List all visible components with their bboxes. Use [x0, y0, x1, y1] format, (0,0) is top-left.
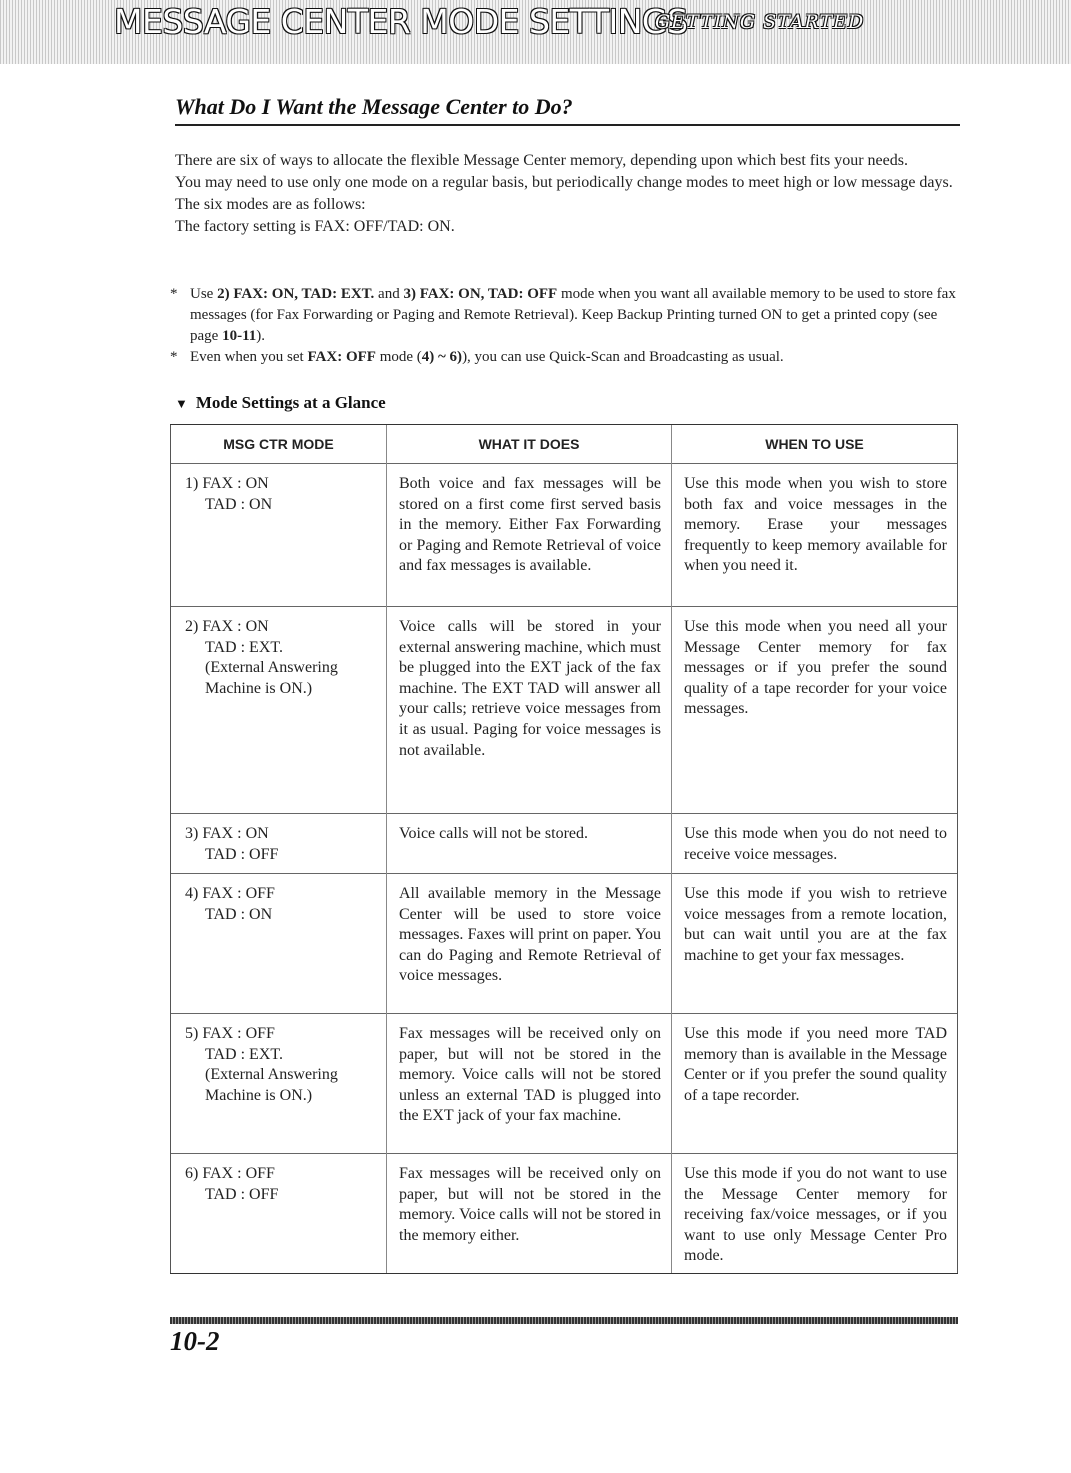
table-row — [171, 1154, 958, 1274]
intro-paragraph: The factory setting is FAX: OFF/TAD: ON. — [175, 218, 455, 235]
header-banner — [0, 0, 1071, 64]
intro-text — [175, 150, 965, 238]
table-row — [171, 874, 958, 1014]
does-cell: Fax messages will be received only on paper, but will not be stored in the memory. Voice calls will not be stored unless an external TAD is plugged into the EXT jack of your fax machine. — [387, 1014, 672, 1154]
table-row — [171, 814, 958, 874]
asterisk-icon: * — [170, 349, 178, 365]
mode-label: TAD : ON — [205, 495, 273, 513]
mode-label: TAD : OFF — [205, 845, 279, 863]
mode-label: 5) FAX : OFF — [185, 1025, 275, 1042]
table-row — [171, 464, 958, 607]
mode-label: 1) FAX : ON — [185, 475, 269, 492]
mode-label: TAD : EXT. — [205, 1045, 283, 1063]
note-bold: FAX: OFF — [307, 349, 376, 365]
table-row — [171, 1014, 958, 1154]
note-text: Even when you set — [190, 349, 308, 365]
note-text: ), you can use Quick-Scan and Broadcasting as usual. — [462, 349, 784, 365]
mode-cell — [171, 464, 387, 607]
when-cell: Use this mode if you wish to retrieve voice messages from a remote location, but can wait until you are at the fax machine to get your fax messages. — [672, 874, 958, 1014]
section-title: What Do I Want the Message Center to Do? — [175, 94, 960, 126]
column-header-mode: MSG CTR MODE — [171, 425, 387, 464]
mode-label: TAD : ON — [205, 905, 273, 923]
mode-cell — [171, 607, 387, 814]
table-row — [171, 607, 958, 814]
note-text: ). — [256, 328, 265, 344]
note-item — [168, 347, 968, 368]
does-cell: Fax messages will be received only on paper, but will not be stored in the memory. Voice calls will not be stored in the memory either. — [387, 1154, 672, 1274]
note-bold: 4) ~ 6) — [421, 349, 463, 365]
note-bold: 3) FAX: ON, TAD: OFF — [403, 286, 558, 302]
note-text: and — [374, 286, 404, 302]
does-cell: Voice calls will not be stored. — [387, 814, 672, 874]
does-cell: All available memory in the Message Center will be used to store voice messages. Faxes will print on paper. You can do Paging and Remote Retrieval of voice messages. — [387, 874, 672, 1014]
column-header-when: WHEN TO USE — [672, 425, 958, 464]
mode-cell — [171, 1014, 387, 1154]
when-cell: Use this mode when you need all your Message Center memory for fax messages or if you prefer the sound quality of a tape recorder for your voice messages. — [672, 607, 958, 814]
note-text: mode ( — [375, 349, 422, 365]
intro-paragraph: There are six of ways to allocate the flexible Message Center memory, depending upon which best fits your needs. — [175, 152, 908, 169]
mode-label: TAD : EXT. — [205, 638, 283, 656]
note-item — [168, 284, 968, 347]
mode-label: 2) FAX : ON — [185, 618, 269, 635]
when-cell: Use this mode if you need more TAD memory than is available in the Message Center or if you prefer the sound quality of a tape recorder. — [672, 1014, 958, 1154]
note-text: Use — [190, 286, 218, 302]
mode-label: (External Answering — [205, 1066, 338, 1084]
glance-title: Mode Settings at a Glance — [195, 393, 386, 412]
table-header-row — [171, 425, 958, 464]
chapter-subtitle: GETTING STARTED — [655, 11, 865, 33]
note-text: mode when you want all available memory to be used to store fax messages (for Fax Forwarding or Paging and Remote Retrieval). Keep Backup Printing turned ON to get a printed copy (see page — [190, 286, 956, 344]
notes — [168, 284, 968, 368]
page-number: 10-2 — [170, 1326, 220, 1356]
when-cell: Use this mode when you do not need to receive voice messages. — [672, 814, 958, 874]
mode-label: 3) FAX : ON — [185, 825, 269, 842]
mode-cell — [171, 1154, 387, 1274]
when-cell: Use this mode if you do not want to use the Message Center memory for receiving fax/voice messages, or if you want to use only Message Center Pro mode. — [672, 1154, 958, 1274]
does-cell: Both voice and fax messages will be stored on a first come first served basis in the memory. Either Fax Forwarding or Paging and Remote Retrieval of voice and fax messages is available. — [387, 464, 672, 607]
column-header-does: WHAT IT DOES — [387, 425, 672, 464]
footer-rule — [170, 1317, 958, 1324]
mode-label: 4) FAX : OFF — [185, 885, 275, 902]
mode-label: 6) FAX : OFF — [185, 1165, 275, 1182]
intro-paragraph: You may need to use only one mode on a regular basis, but periodically change modes to meet high or low message days. The six modes are as follows: — [175, 174, 953, 213]
when-cell: Use this mode when you wish to store both fax and voice messages in the memory. Erase your messages frequently to keep memory available for when you need it. — [672, 464, 958, 607]
mode-label: (External Answering — [205, 659, 338, 677]
glance-heading — [175, 393, 386, 413]
note-bold: 2) FAX: ON, TAD: EXT. — [217, 286, 375, 302]
mode-cell — [171, 814, 387, 874]
mode-label: Machine is ON.) — [205, 679, 313, 697]
mode-settings-table — [170, 424, 958, 1274]
triangle-down-icon: ▼ — [175, 396, 188, 411]
asterisk-icon: * — [170, 286, 178, 302]
page-reference: 10-11 — [222, 328, 257, 344]
mode-label: Machine is ON.) — [205, 1086, 313, 1104]
mode-cell — [171, 874, 387, 1014]
chapter-title: MESSAGE CENTER MODE SETTINGS — [114, 2, 688, 41]
mode-label: TAD : OFF — [205, 1185, 279, 1203]
does-cell: Voice calls will be stored in your external answering machine, which must be plugged into the EXT jack of the fax machine. The EXT TAD will answer all your calls; retrieve voice messages from it as usual. Paging for voice messages is not available. — [387, 607, 672, 814]
